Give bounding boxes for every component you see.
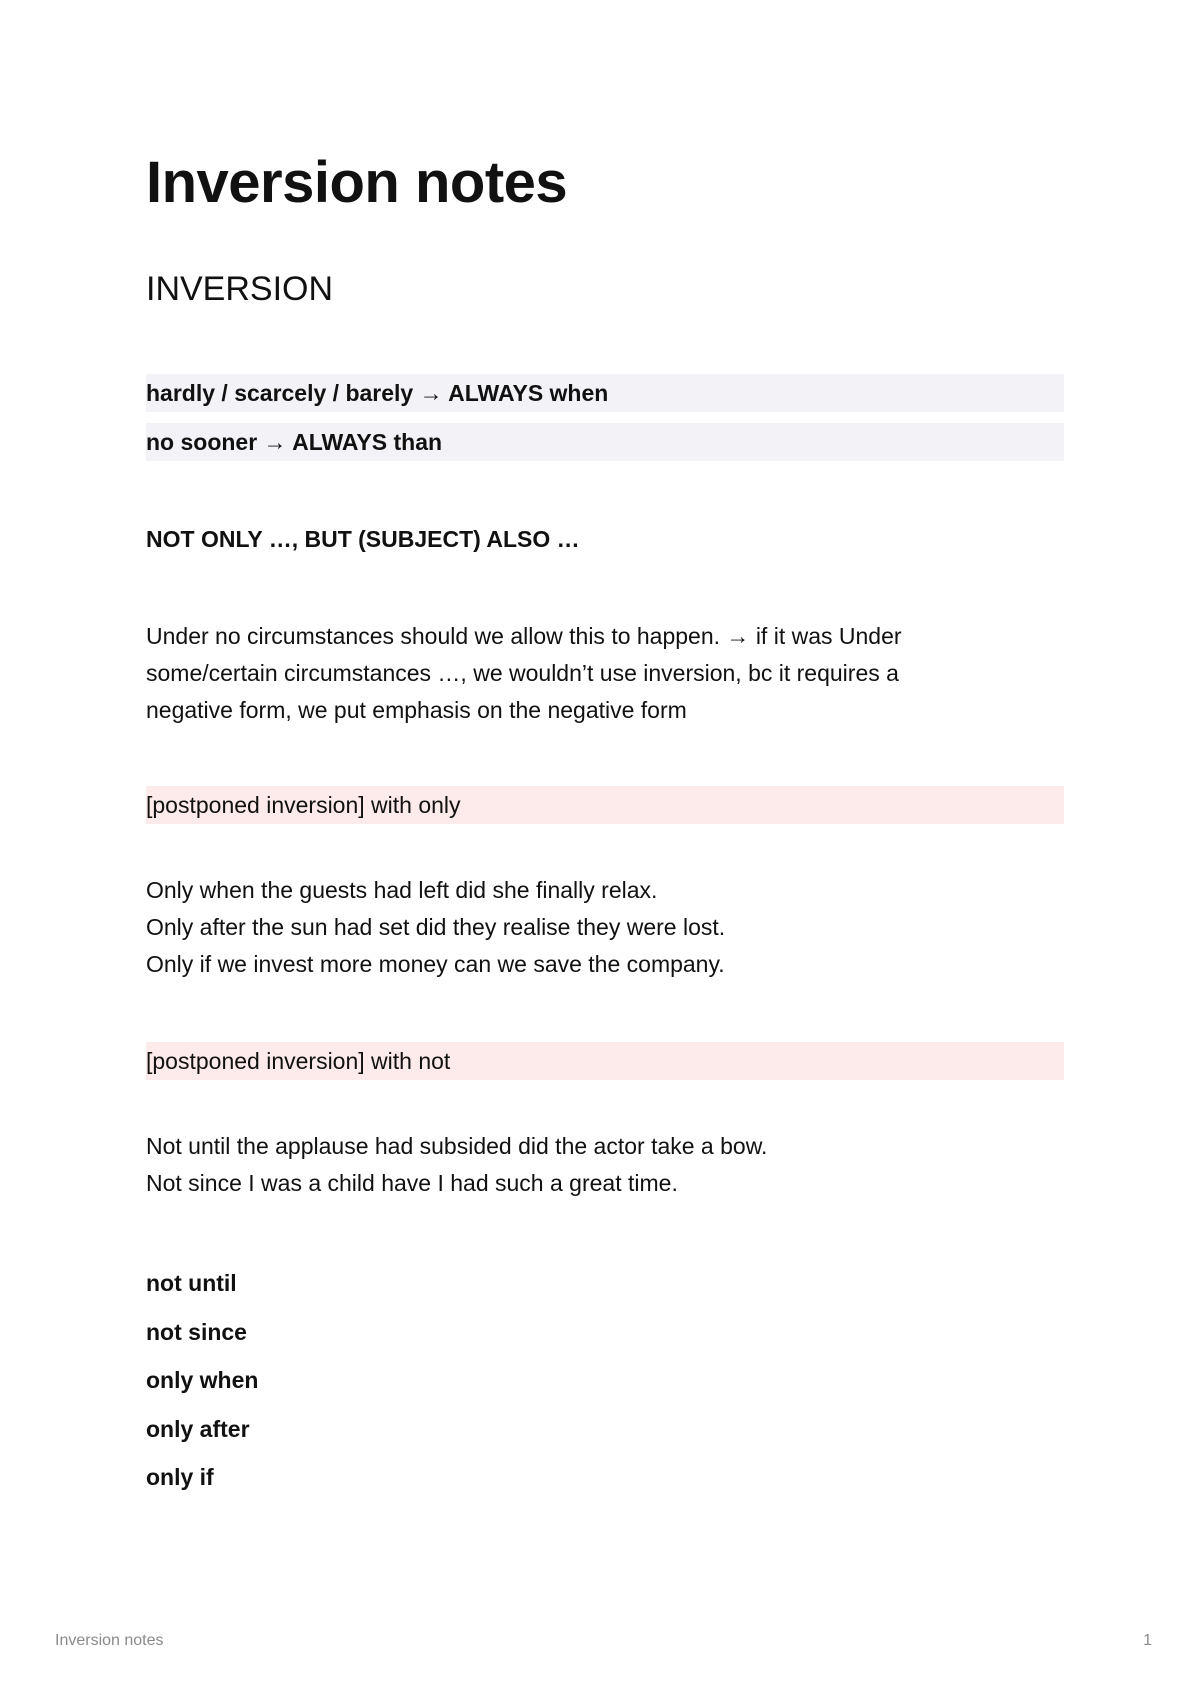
callout-postponed-inversion-not: [postponed inversion] with not <box>146 1042 1064 1080</box>
page-title: Inversion notes <box>146 150 568 215</box>
footer-document-title: Inversion notes <box>55 1632 164 1649</box>
keyword-item: only if <box>146 1464 214 1490</box>
example-line: Only when the guests had left did she finally relax. <box>146 877 658 903</box>
keyword-item: not until <box>146 1270 237 1296</box>
callout-postponed-inversion-only: [postponed inversion] with only <box>146 786 1064 824</box>
keyword-item: not since <box>146 1319 247 1345</box>
only-examples <box>146 872 1064 983</box>
circumstances-paragraph <box>146 618 1064 729</box>
section-heading: INVERSION <box>146 270 334 308</box>
example-line: Not until the applause had subsided did the actor take a bow. <box>146 1133 768 1159</box>
keyword-item: only after <box>146 1416 250 1442</box>
callout-no-sooner: no sooner → ALWAYS than <box>146 423 1064 461</box>
keyword-item: only when <box>146 1367 259 1393</box>
paragraph-line: some/certain circumstances …, we wouldn’t use inversion, bc it requires a <box>146 660 899 686</box>
example-line: Only if we invest more money can we save the company. <box>146 951 725 977</box>
example-line: Only after the sun had set did they realise they were lost. <box>146 914 726 940</box>
not-only-line: NOT ONLY …, BUT (SUBJECT) ALSO … <box>146 526 580 552</box>
footer-page-number: 1 <box>1143 1632 1152 1649</box>
example-line: Not since I was a child have I had such a great time. <box>146 1170 678 1196</box>
paragraph-line: Under no circumstances should we allow this to happen. → if it was Under <box>146 623 902 649</box>
not-examples <box>146 1128 1064 1202</box>
callout-hardly-scarcely-barely: hardly / scarcely / barely → ALWAYS when <box>146 374 1064 412</box>
paragraph-line: negative form, we put emphasis on the negative form <box>146 697 687 723</box>
